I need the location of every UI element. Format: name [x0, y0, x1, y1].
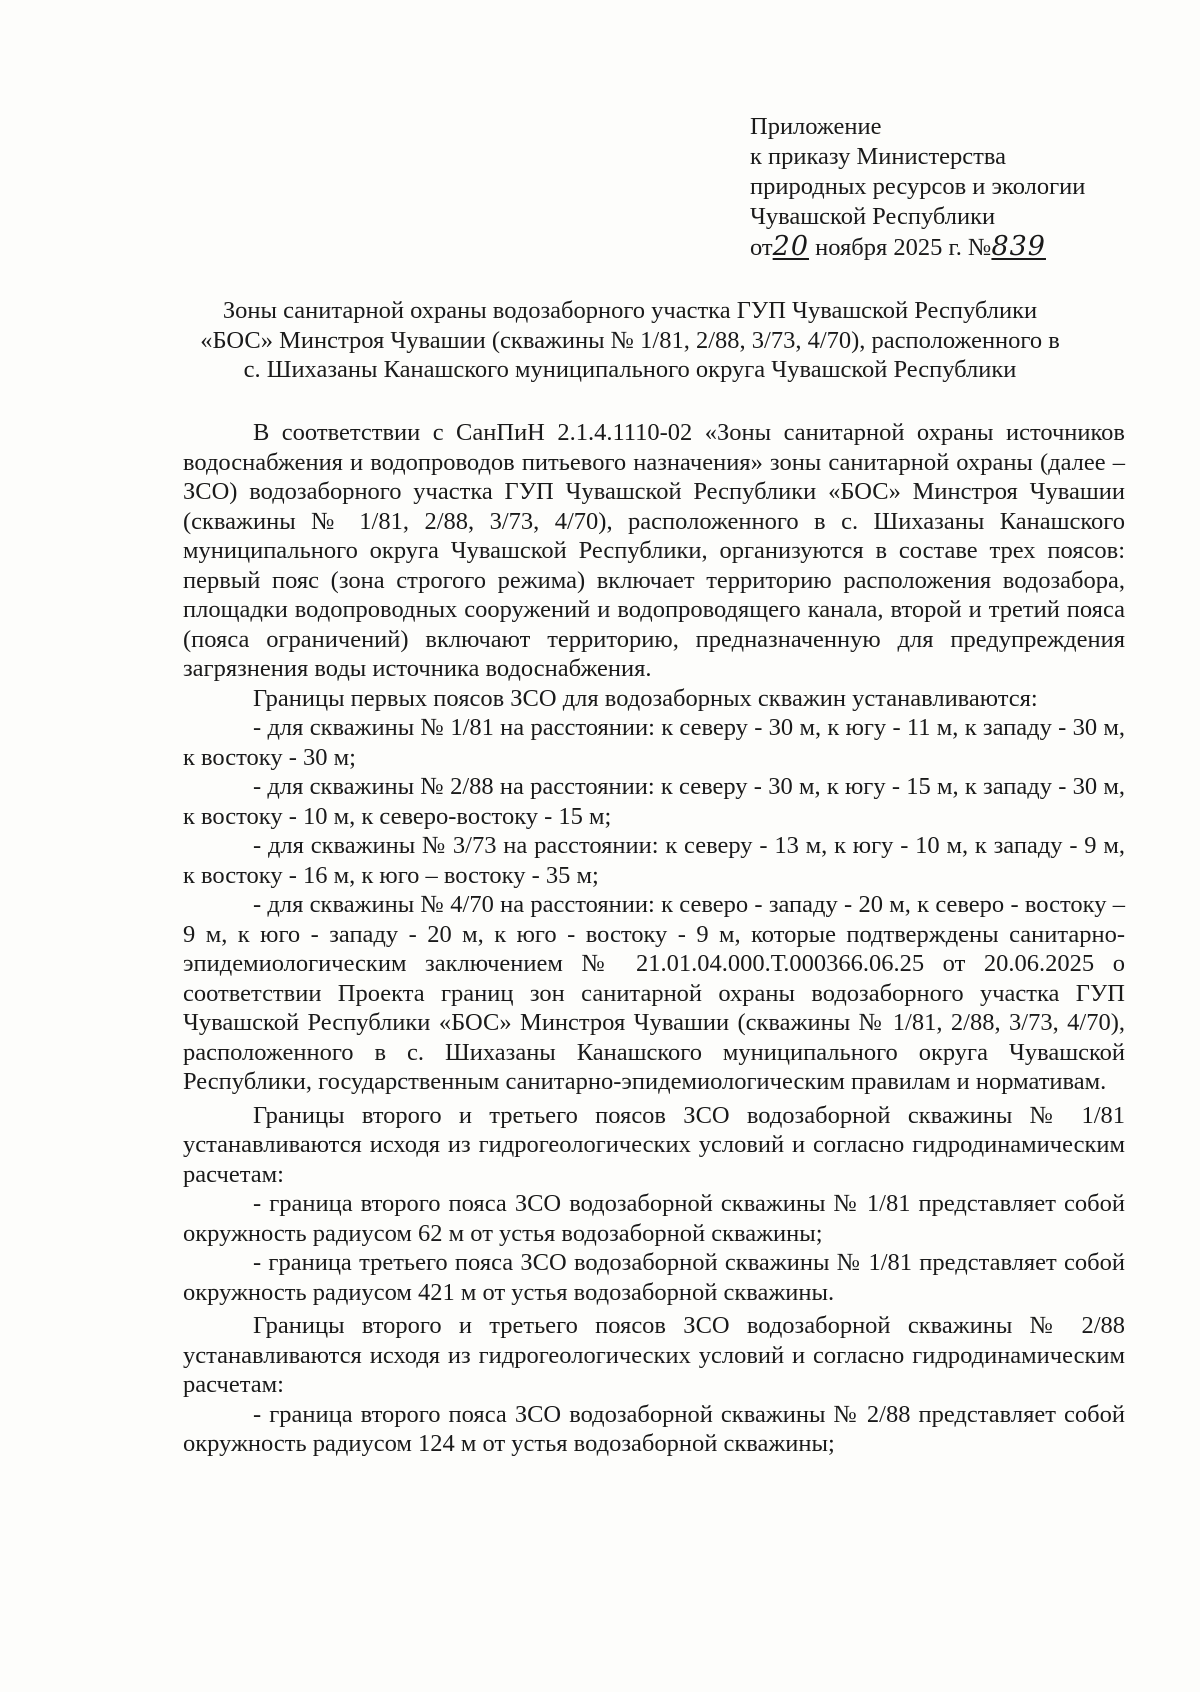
document-body	[183, 418, 1125, 1459]
appendix-date-line	[750, 232, 1170, 263]
appendix-republic-line: Чувашской Республики	[750, 203, 996, 230]
paragraph-first-zone-heading: Границы первых поясов ЗСО для водозаборных скважин устанавливаются:	[253, 684, 1038, 712]
list-item-well-4-70: - для скважины № 4/70 на расстоянии: к северо - западу - 20 м, к северо - востоку – 9 м, к юго - западу - 20 м, к юго - востоку - 9 м, которые подтверждены санитарно-эпидемиологическим заключением № 21.01.04.000.Т.000366.06.25 от 20.06.2025 о соответствии Проекта границ зон санитарной охраны водозаборного участка ГУП Чувашской Республики «БОС» Минстроя Чувашии (скважины № 1/81, 2/88, 3/73, 4/70), расположенного в с. Шихазаны Канашского муниципального округа Чувашской Республики, государственным санитарно-эпидемиологическим правилам и нормативам.	[183, 891, 1125, 1095]
list-item-well-1-81-third-zone: - граница третьего пояса ЗСО водозаборной скважины № 1/81 представляет собой окружность радиусом 421 м от устья водозаборной скважины.	[183, 1249, 1125, 1306]
title-line-1: Зоны санитарной охраны водозаборного участка ГУП Чувашской Республики	[222, 297, 1038, 324]
paragraph-well-2-88-zones: Границы второго и третьего поясов ЗСО водозаборной скважины № 2/88 устанавливаются исходя из гидрогеологических условий и согласно гидродинамическим расчетам:	[183, 1312, 1125, 1398]
handwritten-order-number: 839	[991, 231, 1046, 262]
list-item-well-1-81: - для скважины № 1/81 на расстоянии: к северу - 30 м, к югу - 11 м, к западу - 30 м, к востоку - 30 м;	[183, 714, 1125, 771]
paragraph-intro: В соответствии с СанПиН 2.1.4.1110-02 «Зоны санитарной охраны источников водоснабжения и водопроводов питьевого назначения» зоны санитарной охраны (далее – ЗСО) водозаборного участка ГУП Чувашской Республики «БОС» Минстроя Чувашии (скважины № 1/81, 2/88, 3/73, 4/70), расположенного в с. Шихазаны Канашского муниципального округа Чувашской Республики, организуются в составе трех поясов: первый пояс (зона строгого режима) включает территорию расположения водозабора, площадки водопроводных сооружений и водопроводящего канала, второй и третий пояса (пояса ограничений) включают территорию, предназначенную для предупреждения загрязнения воды источника водоснабжения.	[183, 419, 1125, 682]
document-title	[160, 296, 1100, 385]
date-middle: ноября 2025 г. №	[809, 234, 992, 261]
title-line-2: «БОС» Минстроя Чувашии (скважины № 1/81, 2/88, 3/73, 4/70), расположенного в	[200, 326, 1060, 354]
date-prefix: от	[750, 234, 773, 261]
appendix-title: Приложение	[750, 113, 882, 140]
list-item-well-3-73: - для скважины № 3/73 на расстоянии: к северу - 13 м, к югу - 10 м, к западу - 9 м, к востоку - 16 м, к юго – востоку - 35 м;	[183, 832, 1125, 889]
list-item-well-1-81-second-zone: - граница второго пояса ЗСО водозаборной скважины № 1/81 представляет собой окружность радиусом 62 м от устья водозаборной скважины;	[183, 1190, 1125, 1247]
appendix-order-line: к приказу Министерства	[750, 143, 1006, 170]
handwritten-day: 20	[772, 231, 809, 262]
paragraph-well-1-81-zones: Границы второго и третьего поясов ЗСО водозаборной скважины № 1/81 устанавливаются исходя из гидрогеологических условий и согласно гидродинамическим расчетам:	[183, 1101, 1125, 1188]
appendix-header	[750, 112, 1170, 263]
list-item-well-2-88: - для скважины № 2/88 на расстоянии: к северу - 30 м, к югу - 15 м, к западу - 30 м, к востоку - 10 м, к северо-востоку - 15 м;	[183, 773, 1125, 830]
title-line-3: с. Шихазаны Канашского муниципального округа Чувашской Республики	[243, 356, 1017, 383]
appendix-ministry-line: природных ресурсов и экологии	[750, 173, 1086, 200]
list-item-well-2-88-second-zone: - граница второго пояса ЗСО водозаборной скважины № 2/88 представляет собой окружность радиусом 124 м от устья водозаборной скважины;	[183, 1400, 1125, 1457]
